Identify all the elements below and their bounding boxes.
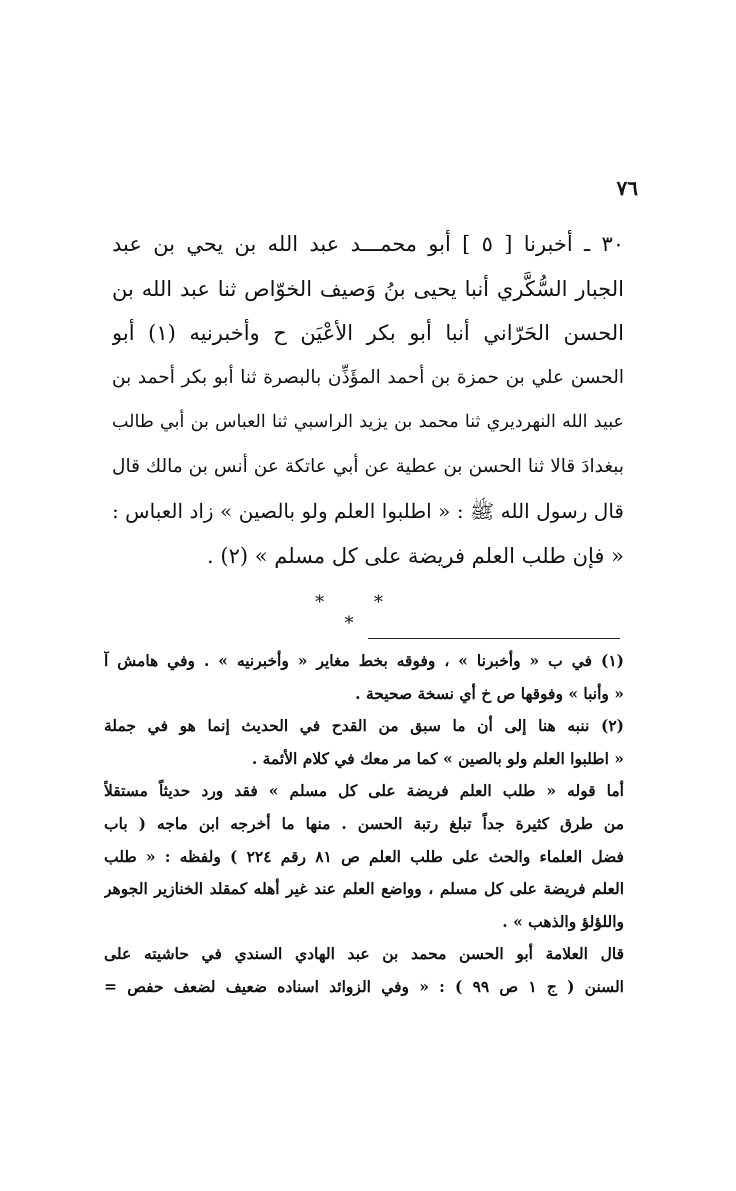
text-line: عبيد الله النهرديري ثنا محمد بن يزيد الراسبي ثنا العباس بن أبي طالب — [112, 412, 624, 432]
hadith-text — [112, 222, 624, 578]
text-line: ببغدادَ قالا ثنا الحسن بن عطية عن أبي عاتكة عن أنس بن مالك قال — [112, 455, 624, 477]
footnote-line: (٢) ننبه هنا إلى أن ما سبق من القدح في الحديث إنما هو في جملة — [104, 716, 624, 736]
footnote-line: فضل العلماء والحث على طلب العلم ص ٨١ رقم ٢٢٤ ) ولفظه : « طلب — [104, 846, 624, 866]
text-line: الحسن الحَرّاني أنبا أبو بكر الأعْيَن ح وأخبرنيه (١) أبو — [112, 321, 624, 345]
footnote-line: قال العلامة أبو الحسن محمد بن عبد الهادي السندي في حاشيته على — [104, 944, 624, 964]
text-line: الجبار السُّكَّري أنبا يحيى بنُ وَصيف الخوّاص ثنا عبد الله بن — [112, 276, 624, 301]
footnote-line: أما قوله « طلب العلم فريضة على كل مسلم » فقد ورد حديثاً مستقلاً — [104, 781, 624, 801]
footnote-line: « وأنبا » وفوقها ص خ أي نسخة صحيحة . — [355, 683, 624, 703]
footnotes — [104, 645, 624, 1004]
text-line: الحسن علي بن حمزة بن أحمد المؤَذِّن بالبصرة ثنا أبو بكر أحمد بن — [112, 366, 624, 388]
footnote-line: واللؤلؤ والذهب » . — [502, 911, 624, 931]
text-line: قال رسول الله ﷺ : « اطلبوا العلم ولو بالصين » زاد العباس : — [112, 499, 624, 523]
footnote-line: من طرق كثيرة جداً تبلغ رتبة الحسن . منها ما أخرجه ابن ماجه ( باب — [104, 813, 624, 833]
footnote-divider — [368, 638, 620, 639]
footnote-line: (١) في ب « وأخبرنا » ، وفوقه بخط مغاير « وأخبرنيه » . وفي هامش آ — [104, 651, 624, 670]
footnote-line: العلم فريضة على كل مسلم ، وواضع العلم عند غير أهله كمقلد الخنازير الجوهر — [104, 879, 624, 899]
section-separator: * * * — [315, 592, 405, 634]
page-number: ٧٦ — [616, 176, 638, 200]
footnote-line: « اطلبوا العلم ولو بالصين » كما مر معك في كلام الأئمة . — [251, 748, 624, 768]
text-line: « فإن طلب العلم فريضة على كل مسلم » (٢) . — [207, 543, 624, 568]
text-line: ٣٠ ـ أخبرنا [ ٥ ] أبو محمـــد عبد الله بن يحي بن عبد — [112, 232, 624, 256]
footnote-line: السنن ( ج ١ ص ٩٩ ) : « وفي الزوائد اسناده ضعيف لضعف حفص = — [104, 976, 624, 996]
